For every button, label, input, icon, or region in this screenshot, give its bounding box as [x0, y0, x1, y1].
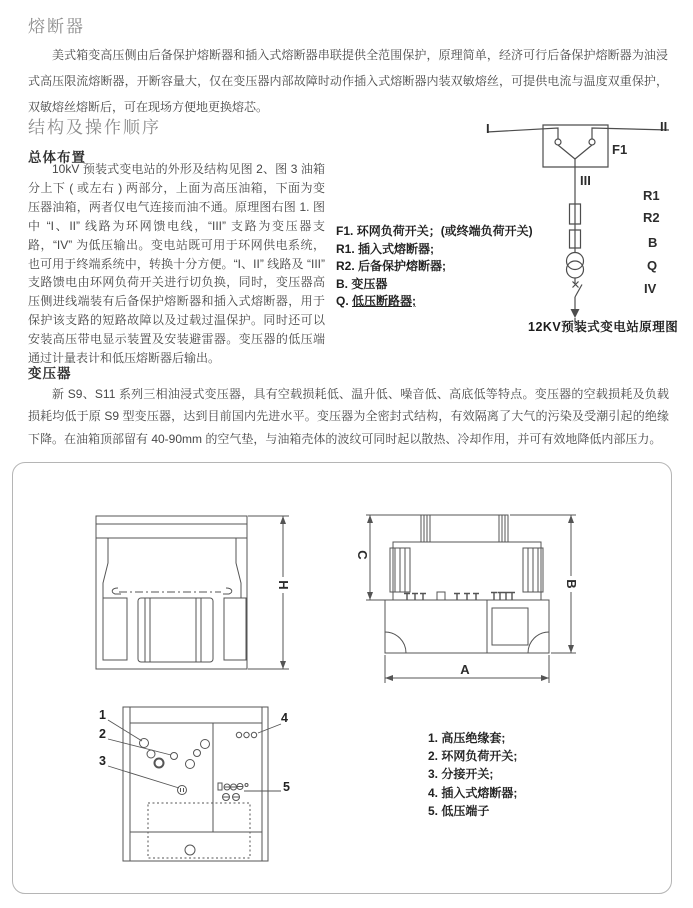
a-arrow-right	[541, 675, 549, 681]
callout-4: 4	[281, 711, 288, 725]
schematic-label-I: I	[486, 121, 490, 136]
figure-legend	[428, 729, 628, 820]
switch-blades	[558, 145, 592, 159]
legend-item-r1: R1. 插入式熔断器;	[336, 241, 435, 256]
schematic-label-IV: IV	[644, 281, 657, 296]
bushing-circles	[140, 739, 210, 769]
layout-paragraph: 10kV 预装式变电站的外形及结构见图 2、图 3 油箱分上下 ( 或左右 ) 两部分，上面为高压油箱，下面为变压器油箱，两者仅电气连接而油不通。原理图右图 1. 图中 “I、II” 线路为环网馈电线，“III” 支路为变压器支路，“IV” 为低压输出。变电站既可用于环网供电系统，也可用于终端系统中，转换十分方便。“I、II” 线路及 “III” 支路馈电由环网负荷开关进行切负换，同时，变压器高压侧进线端装有后备保护熔断器和插入式熔断器，用于保护该支路的短路故障以及过载过温保护。同时还可以安装高压带电显示装置及安装避雷器。变压器的低压端通过计量表计和低压熔断器后输出。	[28, 162, 325, 366]
upper-block-fins	[424, 515, 505, 542]
fuse-circles	[236, 732, 256, 737]
c-arrow-top	[367, 515, 373, 523]
schematic-legend	[336, 223, 556, 311]
tank-side-left	[103, 538, 108, 598]
schematic-label-R2: R2	[643, 210, 660, 225]
fuse-section-title: 熔断器	[28, 17, 85, 36]
callout-5: 5	[283, 780, 290, 794]
lv-terminals	[218, 783, 248, 801]
tank-body	[138, 598, 213, 662]
base-arc-right	[528, 632, 549, 653]
lid-lines	[96, 524, 247, 538]
figure-legend-item-1: 1. 高压绝缘套;	[428, 731, 506, 745]
legend-item-f1: F1. 环网负荷开关；(或终端负荷开关)	[336, 224, 533, 238]
dimension-label-H: H	[276, 577, 290, 593]
panel-view-drawing	[95, 700, 310, 868]
callout-1: 1	[99, 708, 106, 722]
middle-block	[393, 542, 541, 600]
legend-item-q: Q. 低压断路器;	[336, 294, 417, 308]
callout-2: 2	[99, 727, 106, 741]
transformer-paragraph: 新 S9、S11 系列三相油浸式变压器，具有空载损耗低、温升低、噪音低、高底低等特点。变压器的空载损耗及负载损耗均低于原 S9 型变压器，达到目前国内先进水平。变压器为全密封式结构，有效隔离了大气的污染及受潮引起的绝缘下降。在油箱顶部留有 40-90mm 的空气垫，与油箱壳体的波纹可同时起以散热、冷却作用，并可有效地降低内部压力。	[28, 387, 669, 446]
h-arrow-top	[280, 516, 286, 524]
line-I	[487, 128, 558, 139]
schematic-caption: 12KV预装式变电站原理图	[528, 320, 679, 334]
base-arc-left	[385, 632, 406, 653]
schematic-label-F1: F1	[612, 142, 628, 157]
base-inner-box	[492, 608, 528, 645]
radiator-left	[103, 598, 127, 660]
figure-legend-item-4: 4. 插入式熔断器;	[428, 785, 518, 800]
a-arrow-left	[385, 675, 393, 681]
b-arrow-bottom	[568, 645, 574, 653]
tank-fin-lines	[145, 598, 201, 662]
upper-block	[421, 515, 508, 542]
switch-contact-right	[589, 139, 595, 145]
schematic-label-II: II	[660, 119, 668, 134]
tap-changer	[178, 786, 187, 795]
fuse-paragraph: 美式箱变高压侧由后备保护熔断器和插入式熔断器串联提供全范围保护，原理简单，经济可行后备保护熔断器为油浸式高压限流熔断器，开断容量大，仅在变压器内部故障时动作插入式熔断器内装双敏熔丝，可提供电流与温度双重保护，双敏熔丝熔断后，可在现场方便地更换熔芯。	[28, 48, 668, 114]
schematic-label-B: B	[648, 235, 658, 250]
line-II	[592, 128, 669, 139]
h-arrow-bottom	[280, 661, 286, 669]
lifting-hook-left	[112, 588, 121, 594]
dimension-label-B: B	[564, 576, 578, 592]
c-arrow-bottom	[367, 592, 373, 600]
schematic-label-Q: Q	[647, 258, 658, 273]
radiator-right	[224, 598, 246, 660]
drain-plug	[185, 845, 195, 855]
breaker-blade	[575, 285, 582, 298]
switch-contact-left	[555, 139, 561, 145]
transformer-section-title: 变压器	[28, 366, 72, 381]
layout-subtitle: 总体布置	[28, 150, 86, 165]
tank-side-right	[236, 538, 241, 598]
figure-legend-item-5: 5. 低压端子	[428, 803, 490, 818]
lifting-hook-right	[223, 588, 232, 594]
callout-3: 3	[99, 754, 106, 768]
dashed-compartment	[148, 803, 250, 858]
legend-item-b: B. 变压器	[336, 276, 388, 291]
figure-legend-item-2: 2. 环网负荷开关;	[428, 749, 518, 764]
schematic-label-III: III	[580, 173, 591, 188]
schematic-label-R1: R1	[643, 188, 660, 203]
fin-pack-right-lines	[528, 548, 538, 592]
b-arrow-top	[568, 515, 574, 523]
dimension-label-C: C	[355, 547, 369, 563]
structure-section-title: 结构及操作顺序	[28, 118, 161, 137]
legend-item-r2: R2. 后备保护熔断器;	[336, 259, 447, 273]
fin-pack-left-lines	[395, 548, 405, 592]
bushing-studs	[404, 592, 515, 600]
figure-legend-item-3: 3. 分接开关;	[428, 767, 494, 782]
dimension-label-A: A	[457, 663, 473, 677]
front-view-drawing	[90, 505, 295, 675]
